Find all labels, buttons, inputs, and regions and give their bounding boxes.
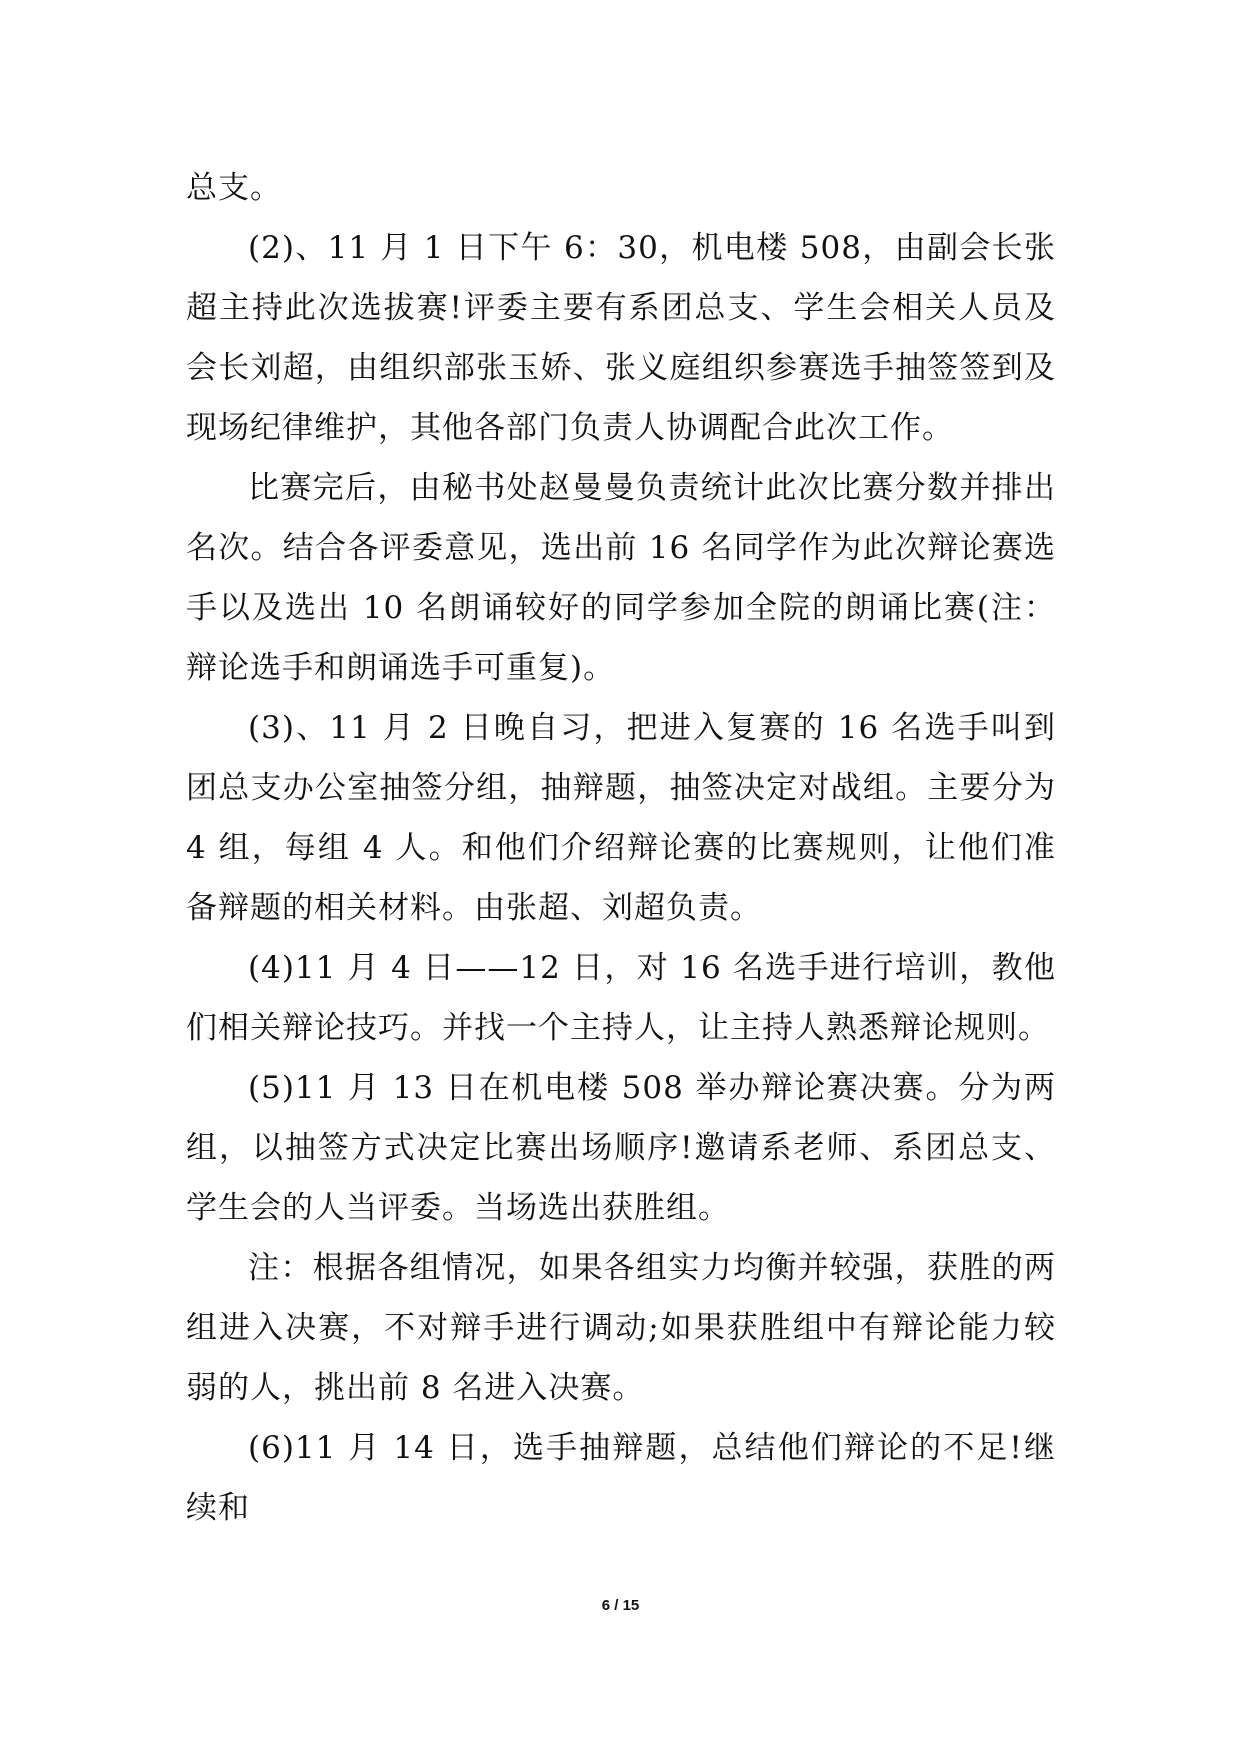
- page-number: 6 / 15: [601, 1597, 640, 1614]
- document-body: [186, 158, 1056, 1538]
- paragraph-results: 比赛完后，由秘书处赵曼曼负责统计此次比赛分数并排出名次。结合各评委意见，选出前 16 名同学作为此次辩论赛选手以及选出 10 名朗诵较好的同学参加全院的朗诵比赛(注：辩论选手和朗诵选手可重复)。: [186, 470, 1056, 686]
- paragraph-note: 注：根据各组情况，如果各组实力均衡并较强，获胜的两组进入决赛，不对辩手进行调动;如果获胜组中有辩论能力较弱的人，挑出前 8 名进入决赛。: [186, 1250, 1056, 1406]
- paragraph-continuation: 总支。: [186, 170, 282, 206]
- paragraph-item-5: (5)11 月 13 日在机电楼 508 举办辩论赛决赛。分为两组，以抽签方式决定比赛出场顺序!邀请系老师、系团总支、学生会的人当评委。当场选出获胜组。: [186, 1070, 1056, 1226]
- paragraph-item-6: (6)11 月 14 日，选手抽辩题，总结他们辩论的不足!继续和: [186, 1430, 1056, 1526]
- paragraph-item-2: (2)、11 月 1 日下午 6：30，机电楼 508，由副会长张超主持此次选拔赛!评委主要有系团总支、学生会相关人员及会长刘超，由组织部张玉娇、张义庭组织参赛选手抽签签到及现场纪律维护，其他各部门负责人协调配合此次工作。: [186, 230, 1056, 446]
- paragraph-item-3: (3)、11 月 2 日晚自习，把进入复赛的 16 名选手叫到团总支办公室抽签分组，抽辩题，抽签决定对战组。主要分为 4 组，每组 4 人。和他们介绍辩论赛的比赛规则，让他们准备辩题的相关材料。由张超、刘超负责。: [186, 710, 1056, 926]
- paragraph-item-4: (4)11 月 4 日——12 日，对 16 名选手进行培训，教他们相关辩论技巧。并找一个主持人，让主持人熟悉辩论规则。: [186, 950, 1056, 1046]
